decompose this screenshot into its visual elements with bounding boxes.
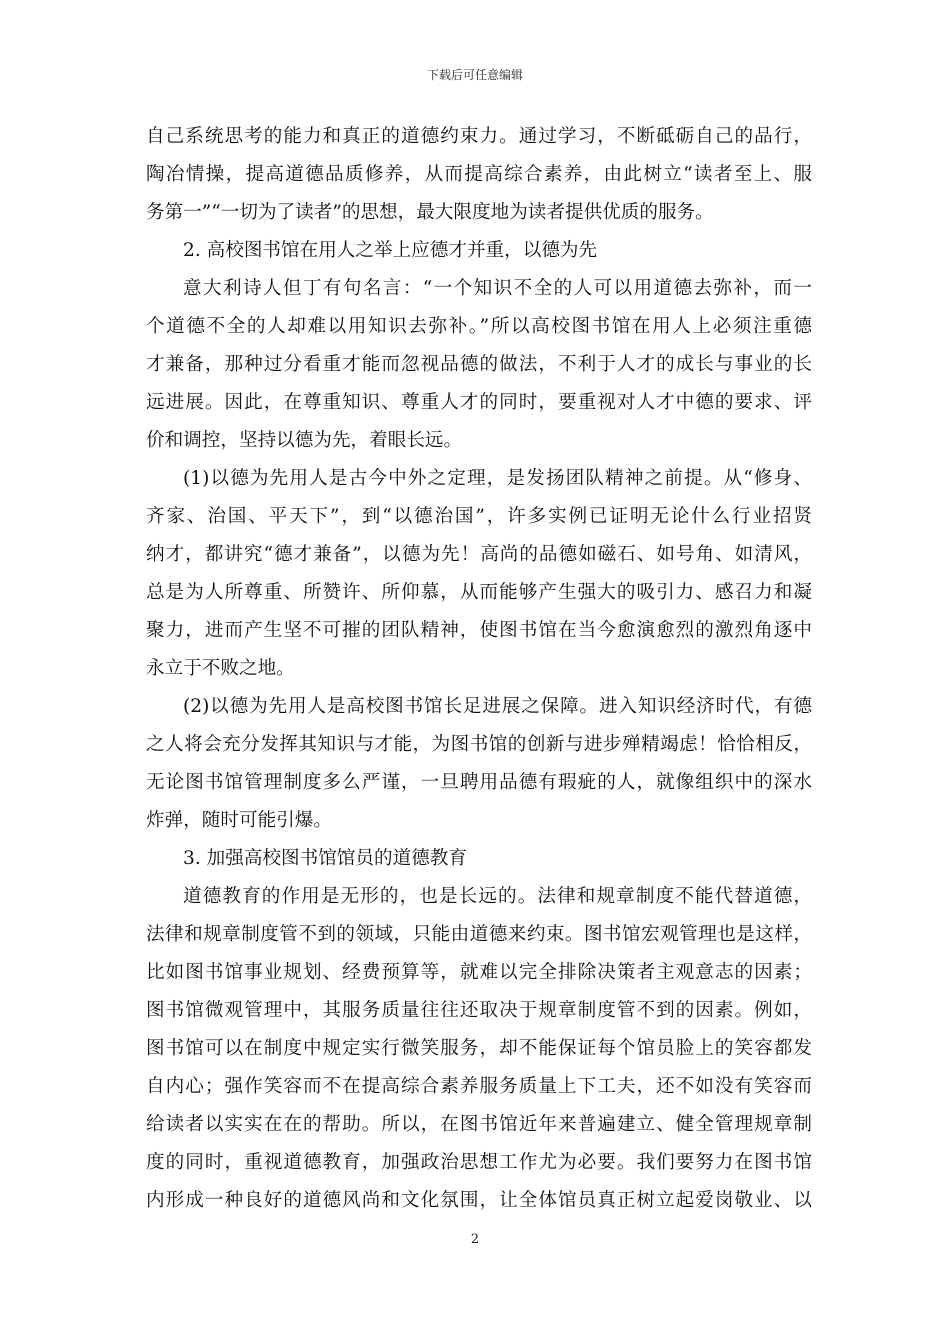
text-line: 齐家、治国、平天下”，到“以德治国”，许多实例已证明无论什么行业招贤 xyxy=(146,506,812,527)
text-line: 自己系统思考的能力和真正的道德约束力。通过学习，不断砥砺自己的品行， xyxy=(146,126,812,147)
text-line: 陶冶情操，提高道德品质修养，从而提高综合素养，由此树立“读者至上、服 xyxy=(146,164,812,185)
text-line: 价和调控，坚持以德为先，着眼长远。 xyxy=(146,430,463,451)
text-line: 意大利诗人但丁有句名言：“一个知识不全的人可以用道德去弥补，而一 xyxy=(183,278,812,299)
text-line: 2. 高校图书馆在用人之举上应德才并重，以德为先 xyxy=(183,240,598,261)
text-line: 聚力，进而产生坚不可摧的团队精神，使图书馆在当今愈演愈烈的激烈角逐中 xyxy=(146,620,812,641)
text-line: 法律和规章制度管不到的领域，只能由道德来约束。图书馆宏观管理也是这样， xyxy=(146,924,812,945)
text-line: 才兼备，那种过分看重才能而忽视品德的做法，不利于人才的成长与事业的长 xyxy=(146,354,812,375)
text-line: 总是为人所尊重、所赞许、所仰慕，从而能够产生强大的吸引力、感召力和凝 xyxy=(146,582,812,603)
text-line: 远进展。因此，在尊重知识、尊重人才的同时，要重视对人才中德的要求、评 xyxy=(146,392,812,413)
text-line: 3. 加强高校图书馆馆员的道德教育 xyxy=(183,848,467,869)
text-line: 纳才，都讲究“德才兼备”，以德为先！高尚的品德如磁石、如号角、如清风， xyxy=(146,544,812,565)
page-number: 2 xyxy=(470,1232,480,1247)
text-line: 永立于不败之地。 xyxy=(146,658,295,679)
text-line: 务第一”“一切为了读者”的思想，最大限度地为读者提供优质的服务。 xyxy=(146,202,714,223)
text-line: 炸弹，随时可能引爆。 xyxy=(146,810,332,831)
text-line: (2)以德为先用人是高校图书馆长足进展之保障。进入知识经济时代，有德 xyxy=(183,696,812,717)
text-line: 图书馆微观管理中，其服务质量往往还取决于规章制度管不到的因素。例如， xyxy=(146,1000,812,1021)
text-line: 无论图书馆管理制度多么严谨，一旦聘用品德有瑕疵的人，就像组织中的深水 xyxy=(146,772,812,793)
page-header: 下载后可任意编辑 xyxy=(426,68,523,82)
text-line: 度的同时，重视道德教育，加强政治思想工作尤为必要。我们要努力在图书馆 xyxy=(146,1152,812,1173)
text-line: 之人将会充分发挥其知识与才能，为图书馆的创新与进步殚精竭虑！恰恰相反， xyxy=(146,734,812,755)
document-body xyxy=(146,118,812,1220)
text-line: 自内心；强作笑容而不在提高综合素养服务质量上下工夫，还不如没有笑容而 xyxy=(146,1076,812,1097)
text-line: (1)以德为先用人是古今中外之定理，是发扬团队精神之前提。从“修身、 xyxy=(183,468,812,489)
text-line: 个道德不全的人却难以用知识去弥补。”所以高校图书馆在用人上必须注重德 xyxy=(146,316,812,337)
text-line: 图书馆可以在制度中规定实行微笑服务，却不能保证每个馆员脸上的笑容都发 xyxy=(146,1038,812,1059)
text-line: 比如图书馆事业规划、经费预算等，就难以完全排除决策者主观意志的因素； xyxy=(146,962,812,983)
text-line: 道德教育的作用是无形的，也是长远的。法律和规章制度不能代替道德， xyxy=(183,886,812,907)
text-line: 内形成一种良好的道德风尚和文化氛围，让全体馆员真正树立起爱岗敬业、以 xyxy=(146,1190,812,1211)
text-line: 给读者以实实在在的帮助。所以，在图书馆近年来普遍建立、健全管理规章制 xyxy=(146,1114,812,1135)
